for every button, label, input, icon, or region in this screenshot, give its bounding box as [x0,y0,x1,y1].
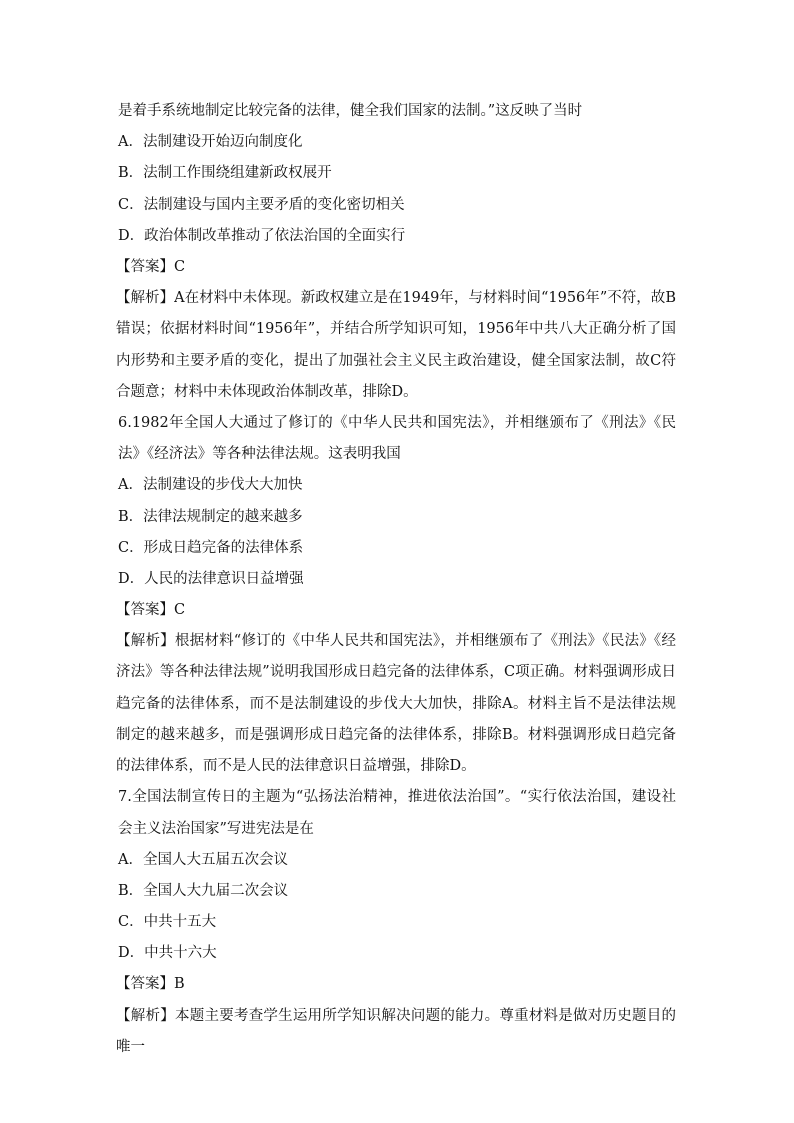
q6-stem: 6.1982年全国人大通过了修订的《中华人民共和国宪法》，并相继颁布了《刑法》《民法》《经济法》等各种法律法规。这表明我国 [118,414,676,463]
q5-stem-tail: 是着手系统地制定比较完备的法律，健全我们国家的法制。”这反映了当时 [118,103,583,119]
q7-answer: 【答案】B [116,976,185,993]
q6-option-a: A．法制建设的步伐大大加快 [118,477,303,494]
q5-option-c: C．法制建设与国内主要矛盾的变化密切相关 [118,196,405,213]
q7-analysis: 【解析】本题主要考查学生运用所学知识解决问题的能力。尊重材料是做对历史题目的唯一 [116,1007,676,1055]
q5-answer: 【答案】C [116,258,186,275]
q7-option-d: D．中共十六大 [118,945,217,962]
q7-option-a: A．全国人大五届五次会议 [118,851,288,868]
q6-option-b: B．法律法规制定的越来越多 [118,508,303,525]
q5-option-d: D．政治体制改革推动了依法治国的全面实行 [118,227,406,244]
q7-option-b: B．全国人大九届二次会议 [118,882,289,899]
q6-option-d: D．人民的法律意识日益增强 [118,570,304,587]
q6-analysis: 【解析】根据材料“修订的《中华人民共和国宪法》，并相继颁布了《刑法》《民法》《经济法》等各种法律法规”说明我国形成日趋完备的法律体系，C项正确。材料强调形成日趋完备的法律体系，而不是法制建设的步伐大大加快，排除A。材料主旨不是法律法规制定的越来越多，而是强调形成日趋完备的法律体系，排除B。材料强调形成日趋完备的法律体系，而不是人民的法律意识日益增强，排除D。 [116,633,676,775]
q6-option-c: C．形成日趋完备的法律体系 [118,539,304,556]
q5-option-b: B．法制工作围绕组建新政权展开 [118,165,332,182]
q5-option-a: A．法制建设开始迈向制度化 [118,134,303,151]
q7-stem: 7.全国法制宣传日的主题为“弘扬法治精神，推进依法治国”。“实行依法治国，建设社会主义法治国家”写进宪法是在 [118,789,676,837]
q5-analysis: 【解析】A在材料中未体现。新政权建立是在1949年，与材料时间“1956年”不符，故B错误；依据材料时间“1956年”，并结合所学知识可知，1956年中共八大正确分析了国内形势和主要矛盾的变化，提出了加强社会主义民主政治建设，健全国家法制，故C符合题意；材料中未体现政治体制改革，排除D。 [116,290,676,400]
document-page [118,96,676,1063]
q6-answer: 【答案】C [116,602,186,619]
q7-option-c: C．中共十五大 [118,914,217,931]
